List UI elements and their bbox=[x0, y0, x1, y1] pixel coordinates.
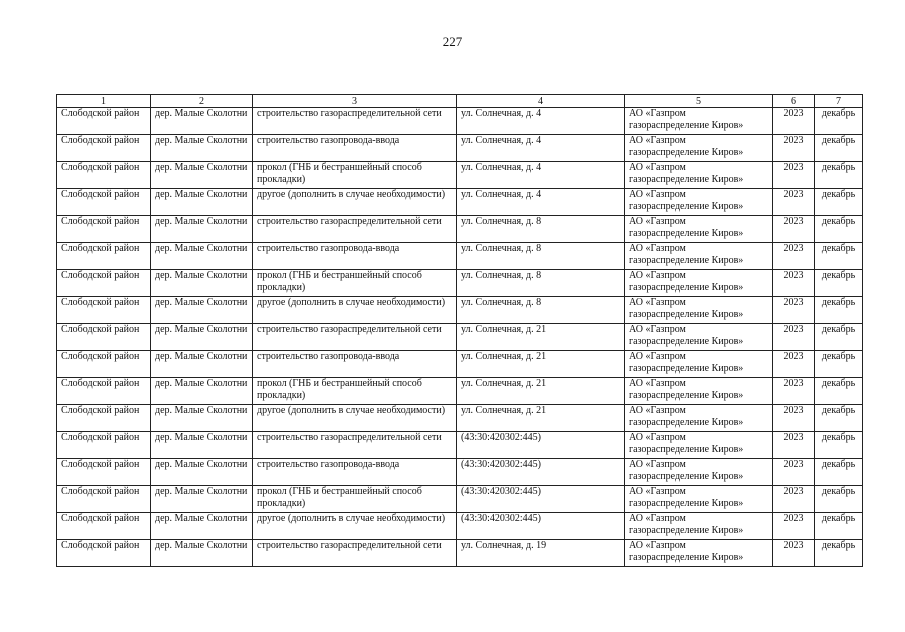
address-cell: ул. Солнечная, д. 21 bbox=[457, 351, 625, 378]
year-cell: 2023 bbox=[773, 432, 815, 459]
address-cell: (43:30:420302:445) bbox=[457, 459, 625, 486]
table-row bbox=[57, 189, 863, 216]
month-cell: декабрь bbox=[815, 189, 863, 216]
address-cell: (43:30:420302:445) bbox=[457, 513, 625, 540]
settlement-cell: дер. Малые Сколотни bbox=[151, 378, 253, 405]
year-cell: 2023 bbox=[773, 378, 815, 405]
year-cell: 2023 bbox=[773, 243, 815, 270]
month-cell: декабрь bbox=[815, 513, 863, 540]
address-cell: ул. Солнечная, д. 8 bbox=[457, 270, 625, 297]
work-type-cell: строительство газораспределительной сети bbox=[253, 540, 457, 567]
settlement-cell: дер. Малые Сколотни bbox=[151, 459, 253, 486]
address-cell: ул. Солнечная, д. 21 bbox=[457, 405, 625, 432]
year-cell: 2023 bbox=[773, 297, 815, 324]
settlement-cell: дер. Малые Сколотни bbox=[151, 405, 253, 432]
month-cell: декабрь bbox=[815, 486, 863, 513]
district-cell: Слободской район bbox=[57, 513, 151, 540]
month-cell: декабрь bbox=[815, 540, 863, 567]
gasification-table bbox=[56, 94, 863, 567]
month-cell: декабрь bbox=[815, 135, 863, 162]
settlement-cell: дер. Малые Сколотни bbox=[151, 540, 253, 567]
address-cell: (43:30:420302:445) bbox=[457, 486, 625, 513]
district-cell: Слободской район bbox=[57, 162, 151, 189]
district-cell: Слободской район bbox=[57, 486, 151, 513]
work-type-cell: строительство газораспределительной сети bbox=[253, 432, 457, 459]
year-cell: 2023 bbox=[773, 162, 815, 189]
table-row bbox=[57, 378, 863, 405]
settlement-cell: дер. Малые Сколотни bbox=[151, 162, 253, 189]
work-type-cell: строительство газораспределительной сети bbox=[253, 216, 457, 243]
table-row bbox=[57, 108, 863, 135]
address-cell: ул. Солнечная, д. 4 bbox=[457, 135, 625, 162]
district-cell: Слободской район bbox=[57, 243, 151, 270]
district-cell: Слободской район bbox=[57, 378, 151, 405]
month-cell: декабрь bbox=[815, 108, 863, 135]
district-cell: Слободской район bbox=[57, 432, 151, 459]
organization-cell: АО «Газпром газораспределение Киров» bbox=[625, 243, 773, 270]
organization-cell: АО «Газпром газораспределение Киров» bbox=[625, 540, 773, 567]
table-row bbox=[57, 216, 863, 243]
year-cell: 2023 bbox=[773, 135, 815, 162]
table-row bbox=[57, 540, 863, 567]
district-cell: Слободской район bbox=[57, 351, 151, 378]
settlement-cell: дер. Малые Сколотни bbox=[151, 243, 253, 270]
organization-cell: АО «Газпром газораспределение Киров» bbox=[625, 405, 773, 432]
month-cell: декабрь bbox=[815, 405, 863, 432]
work-type-cell: строительство газопровода-ввода bbox=[253, 351, 457, 378]
work-type-cell: строительство газопровода-ввода bbox=[253, 243, 457, 270]
year-cell: 2023 bbox=[773, 540, 815, 567]
work-type-cell: другое (дополнить в случае необходимости) bbox=[253, 189, 457, 216]
work-type-cell: строительство газораспределительной сети bbox=[253, 108, 457, 135]
work-type-cell: строительство газораспределительной сети bbox=[253, 324, 457, 351]
column-number: 3 bbox=[253, 95, 457, 108]
table-row bbox=[57, 270, 863, 297]
address-cell: ул. Солнечная, д. 21 bbox=[457, 324, 625, 351]
organization-cell: АО «Газпром газораспределение Киров» bbox=[625, 297, 773, 324]
year-cell: 2023 bbox=[773, 405, 815, 432]
address-cell: ул. Солнечная, д. 8 bbox=[457, 243, 625, 270]
work-type-cell: другое (дополнить в случае необходимости) bbox=[253, 405, 457, 432]
organization-cell: АО «Газпром газораспределение Киров» bbox=[625, 189, 773, 216]
organization-cell: АО «Газпром газораспределение Киров» bbox=[625, 432, 773, 459]
settlement-cell: дер. Малые Сколотни bbox=[151, 297, 253, 324]
organization-cell: АО «Газпром газораспределение Киров» bbox=[625, 351, 773, 378]
table-row bbox=[57, 513, 863, 540]
address-cell: ул. Солнечная, д. 21 bbox=[457, 378, 625, 405]
table-row bbox=[57, 243, 863, 270]
page-number: 227 bbox=[442, 34, 463, 49]
district-cell: Слободской район bbox=[57, 135, 151, 162]
column-number: 7 bbox=[815, 95, 863, 108]
column-number: 2 bbox=[151, 95, 253, 108]
month-cell: декабрь bbox=[815, 459, 863, 486]
organization-cell: АО «Газпром газораспределение Киров» bbox=[625, 270, 773, 297]
table-row bbox=[57, 324, 863, 351]
year-cell: 2023 bbox=[773, 108, 815, 135]
district-cell: Слободской район bbox=[57, 540, 151, 567]
table-row bbox=[57, 459, 863, 486]
work-type-cell: прокол (ГНБ и бестраншейный способ прокладки) bbox=[253, 378, 457, 405]
settlement-cell: дер. Малые Сколотни bbox=[151, 270, 253, 297]
address-cell: ул. Солнечная, д. 8 bbox=[457, 216, 625, 243]
year-cell: 2023 bbox=[773, 351, 815, 378]
year-cell: 2023 bbox=[773, 459, 815, 486]
table-row bbox=[57, 162, 863, 189]
organization-cell: АО «Газпром газораспределение Киров» bbox=[625, 459, 773, 486]
month-cell: декабрь bbox=[815, 216, 863, 243]
address-cell: ул. Солнечная, д. 8 bbox=[457, 297, 625, 324]
district-cell: Слободской район bbox=[57, 405, 151, 432]
organization-cell: АО «Газпром газораспределение Киров» bbox=[625, 378, 773, 405]
settlement-cell: дер. Малые Сколотни bbox=[151, 189, 253, 216]
organization-cell: АО «Газпром газораспределение Киров» bbox=[625, 324, 773, 351]
settlement-cell: дер. Малые Сколотни bbox=[151, 432, 253, 459]
table-row bbox=[57, 135, 863, 162]
settlement-cell: дер. Малые Сколотни bbox=[151, 513, 253, 540]
address-cell: ул. Солнечная, д. 4 bbox=[457, 162, 625, 189]
work-type-cell: другое (дополнить в случае необходимости) bbox=[253, 513, 457, 540]
work-type-cell: строительство газопровода-ввода bbox=[253, 459, 457, 486]
work-type-cell: строительство газопровода-ввода bbox=[253, 135, 457, 162]
settlement-cell: дер. Малые Сколотни bbox=[151, 324, 253, 351]
year-cell: 2023 bbox=[773, 513, 815, 540]
year-cell: 2023 bbox=[773, 324, 815, 351]
column-number: 4 bbox=[457, 95, 625, 108]
year-cell: 2023 bbox=[773, 270, 815, 297]
organization-cell: АО «Газпром газораспределение Киров» bbox=[625, 513, 773, 540]
work-type-cell: прокол (ГНБ и бестраншейный способ прокладки) bbox=[253, 486, 457, 513]
settlement-cell: дер. Малые Сколотни bbox=[151, 351, 253, 378]
work-type-cell: другое (дополнить в случае необходимости) bbox=[253, 297, 457, 324]
month-cell: декабрь bbox=[815, 432, 863, 459]
organization-cell: АО «Газпром газораспределение Киров» bbox=[625, 216, 773, 243]
settlement-cell: дер. Малые Сколотни bbox=[151, 135, 253, 162]
year-cell: 2023 bbox=[773, 189, 815, 216]
address-cell: (43:30:420302:445) bbox=[457, 432, 625, 459]
district-cell: Слободской район bbox=[57, 108, 151, 135]
column-number: 5 bbox=[625, 95, 773, 108]
settlement-cell: дер. Малые Сколотни bbox=[151, 486, 253, 513]
organization-cell: АО «Газпром газораспределение Киров» bbox=[625, 108, 773, 135]
year-cell: 2023 bbox=[773, 486, 815, 513]
organization-cell: АО «Газпром газораспределение Киров» bbox=[625, 486, 773, 513]
organization-cell: АО «Газпром газораспределение Киров» bbox=[625, 135, 773, 162]
settlement-cell: дер. Малые Сколотни bbox=[151, 216, 253, 243]
month-cell: декабрь bbox=[815, 351, 863, 378]
work-type-cell: прокол (ГНБ и бестраншейный способ прокладки) bbox=[253, 270, 457, 297]
year-cell: 2023 bbox=[773, 216, 815, 243]
month-cell: декабрь bbox=[815, 162, 863, 189]
table-row bbox=[57, 405, 863, 432]
district-cell: Слободской район bbox=[57, 216, 151, 243]
work-type-cell: прокол (ГНБ и бестраншейный способ прокладки) bbox=[253, 162, 457, 189]
month-cell: декабрь bbox=[815, 297, 863, 324]
column-number: 1 bbox=[57, 95, 151, 108]
address-cell: ул. Солнечная, д. 4 bbox=[457, 189, 625, 216]
organization-cell: АО «Газпром газораспределение Киров» bbox=[625, 162, 773, 189]
district-cell: Слободской район bbox=[57, 324, 151, 351]
district-cell: Слободской район bbox=[57, 270, 151, 297]
table-row bbox=[57, 297, 863, 324]
settlement-cell: дер. Малые Сколотни bbox=[151, 108, 253, 135]
month-cell: декабрь bbox=[815, 378, 863, 405]
table-row bbox=[57, 432, 863, 459]
column-number-header bbox=[57, 95, 863, 108]
column-number: 6 bbox=[773, 95, 815, 108]
district-cell: Слободской район bbox=[57, 297, 151, 324]
district-cell: Слободской район bbox=[57, 189, 151, 216]
district-cell: Слободской район bbox=[57, 459, 151, 486]
month-cell: декабрь bbox=[815, 324, 863, 351]
address-cell: ул. Солнечная, д. 19 bbox=[457, 540, 625, 567]
month-cell: декабрь bbox=[815, 243, 863, 270]
table-row bbox=[57, 351, 863, 378]
address-cell: ул. Солнечная, д. 4 bbox=[457, 108, 625, 135]
month-cell: декабрь bbox=[815, 270, 863, 297]
table-row bbox=[57, 486, 863, 513]
